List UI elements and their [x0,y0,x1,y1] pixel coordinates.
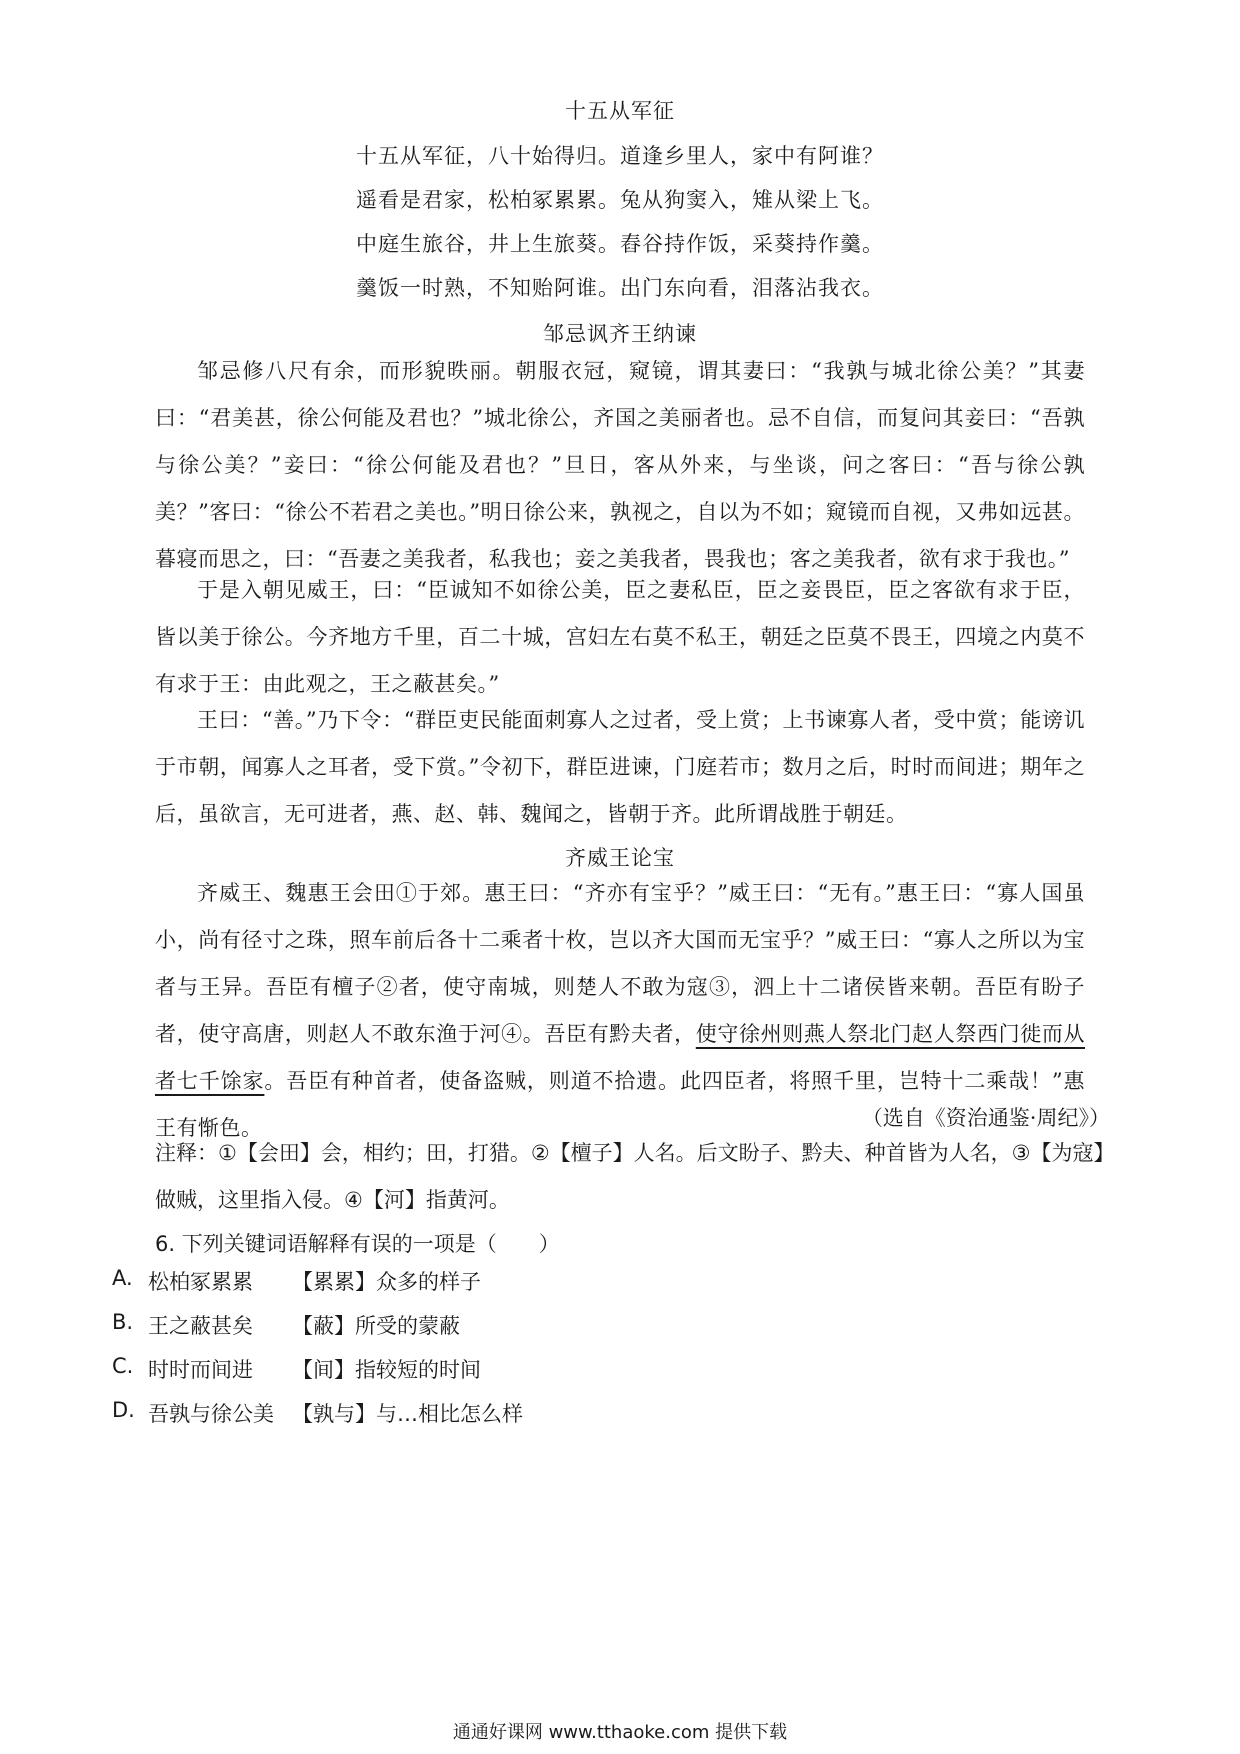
option-phrase: 王之蔽甚矣 [148,1314,253,1338]
poem-line: 羹饭一时熟，不知贻阿谁。出门东向看，泪落沾我衣。 [356,276,884,300]
essay1-paragraph: 邹忌修八尺有余，而形貌昳丽。朝服衣冠，窥镜，谓其妻曰：“我孰与城北徐公美？”其妻曰：“君美甚，徐公何能及君也？”城北徐公，齐国之美丽者也。忌不自信，而复问其妾曰：“吾孰与徐公美？”妾曰：“徐公何能及君也？”旦日，客从外来，与坐谈，问之客曰：“吾与徐公孰美？”客曰：“徐公不若君之美也。”明日徐公来，孰视之，自以为不如；窥镜而自视，又弗如远甚。暮寝而思之，曰：“吾妻之美我者，私我也；妾之美我者，畏我也；客之美我者，欲有求于我也。” [155,359,1085,571]
option-letter: A. [112,1266,133,1290]
option-letter: D. [112,1398,135,1422]
essay1-paragraph: 于是入朝见威王，曰：“臣诚知不如徐公美，臣之妻私臣，臣之妾畏臣，臣之客欲有求于臣，皆以美于徐公。今齐地方千里，百二十城，宫妇左右莫不私王，朝廷之臣莫不畏王，四境之内莫不有求于王：由此观之，王之蔽甚矣。” [155,578,1085,696]
option-phrase: 松柏冢累累 [148,1270,253,1294]
essay2-text-part1: 齐威王、魏惠王会田①于郊。惠王曰：“齐亦有宝乎？”威王曰：“无有。”惠王曰：“寡人国虽小，尚有径寸之珠，照车前后各十二乘者十枚，岂以齐大国而无宝乎？”威王曰：“寡人之所以为宝者与王异。吾臣有檀子②者，使守南城，则楚人不敢为寇③，泗上十二诸侯皆来朝。吾臣有盼子者，使守高唐，则赵人不敢东渔于河④。吾臣有黔夫者， [155,881,1085,1046]
footer-watermark: 通通好课网 www.tthaoke.com 提供下载 [452,1722,788,1743]
poem-line: 中庭生旅谷，井上生旅葵。舂谷持作饭，采葵持作羹。 [356,232,884,256]
underlined-sentence: 使守徐州则燕人祭北门赵人祭西门徙而从者七千馀家 [155,1022,1086,1093]
option-gloss: 【累累】众多的样子 [292,1270,481,1294]
essay2-text-part2: 。吾臣有种首者，使备盗贼，则道不拾遗。此四臣者，将照千里，岂特十二乘哉！”惠王有惭色。 [155,1069,1086,1140]
option-letter: C. [112,1354,134,1378]
option-letter: B. [112,1310,134,1334]
essay1-title: 邹忌讽齐王纳谏 [543,322,697,346]
poem-line: 遥看是君家，松柏冢累累。兔从狗窦入，雉从梁上飞。 [356,188,884,212]
option-phrase: 吾孰与徐公美 [148,1402,274,1426]
essay2-title: 齐威王论宝 [565,846,675,870]
poem-line: 十五从军征，八十始得归。道逢乡里人，家中有阿谁？ [356,144,884,168]
poem-title: 十五从军征 [565,99,675,123]
option-phrase: 时时而间进 [148,1358,253,1382]
option-gloss: 【间】指较短的时间 [292,1358,481,1382]
essay1-paragraph: 王曰：“善。”乃下令：“群臣吏民能面刺寡人之过者，受上赏；上书谏寡人者，受中赏；能谤讥于市朝，闻寡人之耳者，受下赏。”令初下，群臣进谏，门庭若市；数月之后，时时而间进；期年之后，虽欲言，无可进者，燕、赵、韩、魏闻之，皆朝于齐。此所谓战胜于朝廷。 [155,708,1085,826]
source-citation: （选自《资治通鉴·周纪》） [861,1106,1110,1130]
annotation-notes: 注释：①【会田】会，相约；田，打猎。②【檀子】人名。后文盼子、黔夫、种首皆为人名，③【为寇】做贼，这里指入侵。④【河】指黄河。 [155,1141,1115,1212]
question-stem: 6. 下列关键词语解释有误的一项是（ ） [155,1232,560,1256]
option-gloss: 【蔽】所受的蒙蔽 [292,1314,460,1338]
option-gloss: 【孰与】与…相比怎么样 [292,1402,523,1426]
